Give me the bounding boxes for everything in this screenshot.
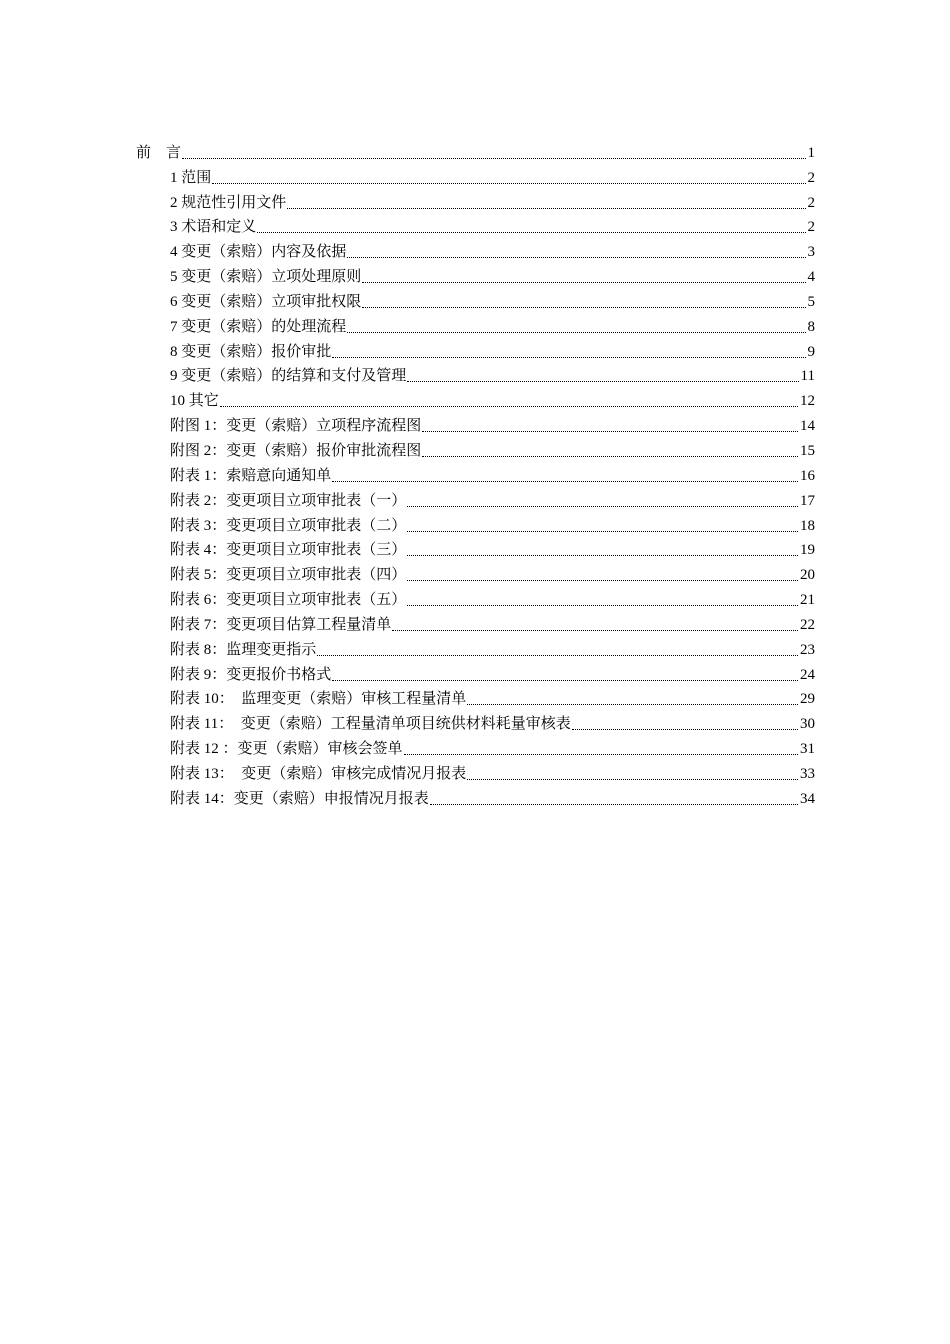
- toc-entry-page-number: 14: [800, 418, 815, 435]
- toc-entry[interactable]: [136, 735, 815, 760]
- toc-entry[interactable]: [136, 238, 815, 263]
- toc-entry-page-number: 2: [807, 219, 815, 236]
- toc-dot-leader: [467, 703, 798, 705]
- toc-dot-leader: [407, 554, 798, 556]
- toc-entry[interactable]: [136, 710, 815, 735]
- toc-dot-leader: [332, 480, 798, 482]
- toc-entry-page-number: 2: [807, 194, 815, 211]
- toc-dot-leader: [287, 207, 805, 209]
- toc-entry-page-number: 34: [800, 790, 815, 807]
- toc-entry[interactable]: [136, 412, 815, 437]
- toc-entry[interactable]: [136, 263, 815, 288]
- toc-entry-title: 7 变更（索赔）的处理流程: [170, 318, 347, 335]
- toc-dot-leader: [572, 728, 798, 730]
- toc-dot-leader: [317, 654, 798, 656]
- toc-entry-title: 附表 4：变更项目立项审批表（三）: [170, 542, 407, 559]
- toc-entry-title: 6 变更（索赔）立项审批权限: [170, 293, 362, 310]
- toc-entry-title: 附表 11： 变更（索赔）工程量清单项目统供材料耗量审核表: [170, 716, 571, 733]
- toc-entry-title: 附图 1：变更（索赔）立项程序流程图: [170, 418, 422, 435]
- toc-entry[interactable]: [136, 139, 815, 164]
- toc-entry-page-number: 33: [800, 765, 815, 782]
- toc-entry-title: 4 变更（索赔）内容及依据: [170, 244, 347, 261]
- toc-entry[interactable]: [136, 487, 815, 512]
- toc-entry[interactable]: [136, 537, 815, 562]
- toc-entry[interactable]: [136, 214, 815, 239]
- toc-entry-page-number: 16: [800, 467, 815, 484]
- toc-entry[interactable]: [136, 760, 815, 785]
- toc-entry-page-number: 23: [800, 641, 815, 658]
- toc-entry-title: 附表 2：变更项目立项审批表（一）: [170, 492, 407, 509]
- toc-entry-page-number: 29: [800, 691, 815, 708]
- toc-entry-page-number: 11: [800, 368, 815, 385]
- toc-entry-title: 5 变更（索赔）立项处理原则: [170, 269, 362, 286]
- toc-dot-leader: [407, 604, 798, 606]
- toc-dot-leader: [407, 380, 798, 382]
- toc-dot-leader: [347, 256, 805, 258]
- toc-entry-page-number: 2: [807, 169, 815, 186]
- toc-entry-page-number: 22: [800, 616, 815, 633]
- toc-entry[interactable]: [136, 636, 815, 661]
- toc-dot-leader: [212, 182, 805, 184]
- toc-entry-page-number: 9: [807, 343, 815, 360]
- table-of-contents: [136, 139, 815, 810]
- toc-entry-title: 附表 10： 监理变更（索赔）审核工程量清单: [170, 691, 467, 708]
- toc-entry-page-number: 19: [800, 542, 815, 559]
- toc-dot-leader: [182, 157, 805, 159]
- toc-entry-title: 10 其它: [170, 393, 219, 410]
- toc-entry-title: 8 变更（索赔）报价审批: [170, 343, 332, 360]
- toc-entry[interactable]: [136, 661, 815, 686]
- toc-dot-leader: [332, 356, 805, 358]
- toc-entry[interactable]: [136, 437, 815, 462]
- toc-dot-leader: [332, 679, 798, 681]
- toc-entry-title: 附表 8：监理变更指示: [170, 641, 317, 658]
- toc-entry[interactable]: [136, 561, 815, 586]
- toc-dot-leader: [220, 405, 798, 407]
- toc-entry-title: 附表 9：变更报价书格式: [170, 666, 332, 683]
- toc-entry-title: 附表 5：变更项目立项审批表（四）: [170, 567, 407, 584]
- toc-entry-page-number: 5: [807, 293, 815, 310]
- toc-dot-leader: [407, 530, 798, 532]
- toc-dot-leader: [404, 753, 798, 755]
- toc-entry[interactable]: [136, 512, 815, 537]
- toc-entry-title: 附表 13： 变更（索赔）审核完成情况月报表: [170, 765, 467, 782]
- toc-dot-leader: [362, 281, 805, 283]
- toc-entry-title: 2 规范性引用文件: [170, 194, 287, 211]
- toc-dot-leader: [407, 505, 798, 507]
- toc-entry-page-number: 24: [800, 666, 815, 683]
- toc-entry-title: 附表 6：变更项目立项审批表（五）: [170, 592, 407, 609]
- toc-dot-leader: [422, 430, 798, 432]
- toc-entry[interactable]: [136, 387, 815, 412]
- toc-dot-leader: [362, 306, 805, 308]
- toc-dot-leader: [257, 231, 805, 233]
- toc-entry[interactable]: [136, 462, 815, 487]
- toc-entry-page-number: 17: [800, 492, 815, 509]
- toc-entry-page-number: 20: [800, 567, 815, 584]
- toc-dot-leader: [347, 331, 805, 333]
- toc-entry[interactable]: [136, 686, 815, 711]
- toc-entry-title: 附图 2：变更（索赔）报价审批流程图: [170, 442, 422, 459]
- toc-dot-leader: [407, 579, 798, 581]
- toc-entry-title: 附表 3：变更项目立项审批表（二）: [170, 517, 407, 534]
- toc-entry-title: 附表 14：变更（索赔）申报情况月报表: [170, 790, 429, 807]
- toc-entry-page-number: 31: [800, 741, 815, 758]
- toc-dot-leader: [467, 778, 798, 780]
- toc-entry-title: 3 术语和定义: [170, 219, 257, 236]
- toc-entry[interactable]: [136, 586, 815, 611]
- toc-entry[interactable]: [136, 785, 815, 810]
- toc-entry-title: 附表 7：变更项目估算工程量清单: [170, 616, 392, 633]
- toc-entry-page-number: 12: [800, 393, 815, 410]
- toc-entry[interactable]: [136, 313, 815, 338]
- toc-dot-leader: [430, 803, 798, 805]
- toc-entry-page-number: 4: [807, 269, 815, 286]
- toc-entry-page-number: 30: [800, 716, 815, 733]
- toc-entry-page-number: 18: [800, 517, 815, 534]
- toc-entry[interactable]: [136, 611, 815, 636]
- toc-entry-page-number: 8: [807, 318, 815, 335]
- toc-entry-page-number: 1: [807, 144, 815, 161]
- toc-entry[interactable]: [136, 338, 815, 363]
- toc-dot-leader: [392, 629, 798, 631]
- toc-entry-title: 9 变更（索赔）的结算和支付及管理: [170, 368, 407, 385]
- toc-entry[interactable]: [136, 164, 815, 189]
- toc-entry-page-number: 15: [800, 442, 815, 459]
- toc-entry[interactable]: [136, 363, 815, 388]
- toc-entry[interactable]: [136, 189, 815, 214]
- toc-entry-title: 1 范围: [170, 169, 212, 186]
- toc-entry-title: 前 言: [136, 144, 182, 161]
- toc-entry-page-number: 21: [800, 592, 815, 609]
- toc-dot-leader: [422, 455, 798, 457]
- toc-entry-title: 附表 12 ：变更（索赔）审核会签单: [170, 741, 403, 758]
- toc-entry-title: 附表 1：索赔意向通知单: [170, 467, 332, 484]
- toc-entry[interactable]: [136, 288, 815, 313]
- toc-entry-page-number: 3: [807, 244, 815, 261]
